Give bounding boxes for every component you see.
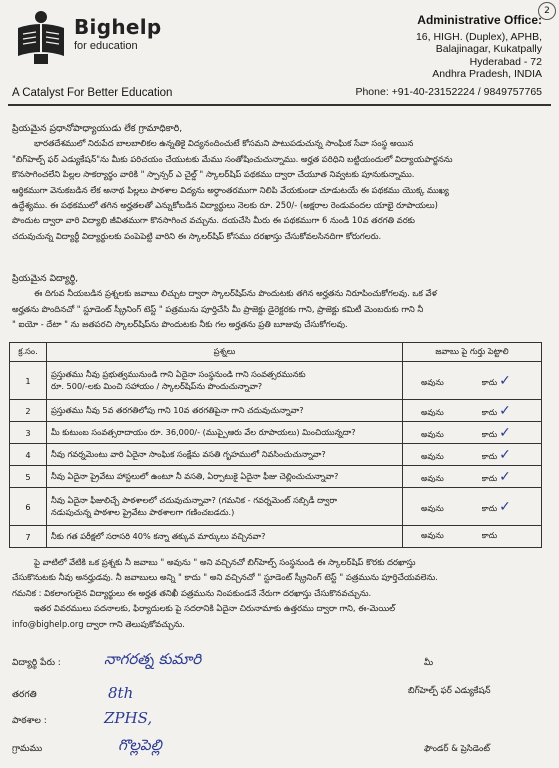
page-number-mark: 2	[538, 2, 556, 20]
table-row	[10, 400, 542, 422]
paragraph-line: ఈ దిగువ నీయబడిన ప్రశ్నలకు జవాబు లిచ్చుట ద్వారా స్కాలర్‌షిప్‌ను పొందుటకు తగిన అర్హతను నిరూపించుకోగలవు. ఒక వేళ	[34, 288, 437, 299]
class-label: తరగతి	[12, 690, 37, 700]
row-number: 2	[10, 400, 47, 422]
paragraph-line: ఆర్థికముగా వెనుకబడిన లేక అనాథ పిల్లలు పాఠశాల విద్యను అర్ధాంతరముగా నిలిపి వేయకుండా చూడుటయే ఈ పథకము యొక్క ముఖ్య	[12, 184, 449, 195]
header-divider	[8, 104, 551, 106]
answer-cell[interactable]	[403, 466, 542, 488]
question-cell	[47, 422, 403, 444]
paragraph-line: పై వాటిలో వేటికి ఒక ప్రశ్నకు నీ జవాబు " అవును " అని వచ్చినచో బిగ్‌హెల్ప్ సంస్థనుండి ఈ స్కాలర్‌షిప్ కొరకు దరఖాస్తు	[34, 557, 416, 567]
paragraph-line: చేసుకొనుటకు నీవు అనర్హుడవు. నీ జవాబులు అన్ని " కాదు " అని వచ్చినచో " స్టూడెంట్ స్క్రీనింగ్ టెస్ట్ " పత్రమును పూర్తిచేయవలెను.	[12, 572, 438, 583]
question-text: ప్రస్తుతము నీవు 5వ తరగతిలోపు గాని 10వ తరగతిపైనా గాని చదువుచున్నావా?	[51, 404, 304, 415]
office-address	[355, 14, 542, 98]
answer-cell[interactable]	[403, 422, 542, 444]
answer-cell[interactable]	[403, 444, 542, 466]
row-number: 3	[10, 422, 47, 444]
question-text: నీవు ఏదైనా ఫీజులిచ్చే పాఠశాలలో చదువుచున్నావా? (గమనిక - గవర్నమెంట్ సబ్సిడీ ద్వారా	[51, 494, 338, 505]
greeting-student: ప్రియమైన విద్యార్థి,	[12, 273, 79, 284]
no-option[interactable]: కాదు	[481, 429, 498, 439]
question-cell	[47, 444, 403, 466]
row-number: 5	[10, 466, 47, 488]
question-text: నీకు గత పరీక్షలో సరాసరి 40% కన్నా తక్కువ మార్కులు వచ్చినవా?	[51, 530, 266, 541]
brand-block	[74, 16, 162, 52]
paragraph-line: గమనిక : వికలాంగులైన విద్యార్థులు ఈ అర్హత తనిఖీ పత్రమును నింపకుండనే నేరుగా దరఖాస్తు చేసుకొనవచ్చును.	[12, 587, 372, 598]
student-name-value: నాగరత్న కుమారి	[104, 650, 202, 668]
email-line: info@bighelp.org ద్వారా గాని తెలుపుకోవచ్చును.	[12, 618, 185, 629]
paragraph-line: "బిగ్‌హెల్ప్ ఫర్ ఎడ్యుకేషన్"ను మీకు పరిచయం చేయుటకు మేము సంతోషించుచున్నాము. అర్హత పరిధిని బట్టియందులో విద్యాయపార్జనను	[12, 153, 453, 164]
student-name-label: విద్యార్థి పేరు :	[12, 658, 61, 668]
paragraph-line: పొందుట ద్వారా వారి విద్యాభి జీవితముగా కొనసాగించ వచ్చును. దయచేసి మీరు ఈ పథకముగా 6 నుండి 10వ తరగతి వరకు	[12, 215, 415, 226]
answer-cell[interactable]	[403, 362, 542, 400]
answer-cell[interactable]	[403, 526, 542, 548]
student-paragraph	[12, 271, 547, 333]
brand-subtitle: for education	[74, 40, 138, 52]
school-value: ZPHS,	[104, 709, 153, 727]
paragraph-line: అర్హతను పొందినచో " స్టూడెంట్ స్క్రీనింగ్ టెస్ట్ " పత్రమును పూర్తిచేసి మీ ప్రాజెక్టు డైరెక్టరకు గాని, ప్రాజెక్టు కమిటీ మెంబరుకు గాని నీ	[12, 303, 424, 314]
checkmark-icon: ✓	[499, 498, 511, 515]
question-text: మీ కుటుంబ సంవత్సరాదాయం రూ. 36,000/- (ముప్పైఆరు వేల రూపాయలు) మించియున్నదా?	[51, 426, 356, 437]
paragraph-line: " ఐయో - దేటా " ను జతపరచి స్కాలర్‌షిప్‌ను పొందుటకు నీకు గల అర్హతను ప్రతి బూజువు చేసుకోగలవు.	[12, 319, 348, 330]
brand-name: Bighelp	[74, 15, 162, 39]
checkmark-icon: ✓	[499, 468, 511, 485]
headmaster-paragraph	[12, 121, 547, 244]
table-row	[10, 444, 542, 466]
no-option[interactable]: కాదు	[481, 531, 498, 540]
table-row	[10, 488, 542, 526]
question-cell	[47, 488, 403, 526]
header-question: ప్రశ్నలు	[47, 343, 403, 362]
row-number: 6	[10, 488, 47, 526]
checkmark-icon: ✓	[499, 424, 511, 441]
address-line: Andhra Pradesh, INDIA	[432, 68, 542, 80]
table-header-row	[10, 343, 542, 362]
yes-option[interactable]: అవును	[421, 531, 444, 540]
paragraph-line: ఉద్దేశ్యము. ఈ పథకములో తగిన అర్హతలతో ఎన్నుకోబడిన విద్యార్థులు నెలకు రూ. 250/- (అక్షరాల రెండువందల యాభై రూపాయలు)	[12, 200, 438, 211]
eligibility-table	[9, 342, 542, 548]
office-phone: Phone: +91-40-23152224 / 9849757765	[355, 85, 542, 98]
table-row	[10, 422, 542, 444]
paragraph-line: భారతదేశములో నిరుపేద బాలబాలికల ఉన్నతికై విద్యనందించుటే కోసమని పాటుపడుచున్న సాంఘిక సేవా సంస్థ అయిన	[34, 138, 414, 149]
question-cell	[47, 400, 403, 422]
row-number: 7	[10, 526, 47, 548]
question-text: రూ. 500/-లకు మించి సహాయం / స్కాలర్‌షిప్‌ను పొందుచున్నావా?	[51, 380, 263, 391]
yes-option[interactable]: అవును	[421, 451, 444, 461]
class-value: 8th	[108, 684, 134, 702]
header-answer: జవాబు పై గుర్తు పెట్టాలి	[403, 343, 542, 362]
question-cell	[47, 526, 403, 548]
yes-option[interactable]: అవును	[421, 429, 444, 439]
village-label: గ్రామము	[12, 744, 43, 754]
row-number: 1	[10, 362, 47, 400]
question-cell	[47, 466, 403, 488]
school-label: పాఠశాల :	[12, 716, 47, 726]
yes-option[interactable]: అవును	[421, 473, 444, 483]
office-title: Administrative Office:	[417, 13, 542, 27]
village-value: గొల్లపెల్లి	[118, 736, 162, 754]
yes-option[interactable]: అవును	[421, 407, 444, 417]
no-option[interactable]: కాదు	[481, 473, 498, 483]
checkmark-icon: ✓	[499, 402, 511, 419]
header-num: క్ర.సం.	[10, 343, 47, 362]
answer-cell[interactable]	[403, 488, 542, 526]
no-option[interactable]: కాదు	[481, 377, 498, 387]
row-number: 4	[10, 444, 47, 466]
yes-option[interactable]: అవును	[421, 503, 444, 513]
question-text: నడుపుచున్న పాఠశాల ప్రైవేటు పాఠశాలగా గణించబడదు.)	[51, 506, 235, 517]
founder-title: ఫౌండర్ & ప్రెసిడెంట్	[424, 744, 490, 754]
table-row	[10, 362, 542, 400]
no-option[interactable]: కాదు	[481, 451, 498, 461]
address-line: Balajinagar, Kukatpally	[435, 43, 542, 55]
paragraph-line: చదువుచున్న విద్యార్థీ విద్యార్థులకు పంపెపెట్టి వారిని ఈ స్కాలర్‌షిప్ కోసము దరఖాస్తు చేసుకోవలసినదిగా కోరుగలరు.	[12, 230, 382, 241]
question-text: నీవు ఏదైనా ప్రైవేటు హాస్టలులో ఉంటూ నీ వసతి, ఏర్పాటుకై ఏదైనా ఫీజు చెల్లించుచున్నావా?	[51, 470, 339, 481]
paragraph-line: ఇతర వివరములు పదనాలకు, ఫిర్యాదులకు పై సదరానికి ఏదైనా చిరునామాకు ఉత్తరము ద్వారా గాని, ఈ-మెయిల్	[34, 603, 396, 614]
paragraph-line: కొనసాగించలేని పిల్లల సాకర్యార్థం వారికి " స్పాన్సర్ ఎ చైల్డ్ " స్కాలర్‌షిప్ పథకము ద్వారా చేయూత నివ్వటకు పూనుకున్నాము.	[12, 169, 415, 180]
answer-cell[interactable]	[403, 400, 542, 422]
table-row	[10, 526, 542, 548]
checkmark-icon: ✓	[499, 372, 511, 389]
yes-option[interactable]: అవును	[421, 377, 444, 387]
yours-label: మీ	[424, 658, 434, 668]
bighelp-logo-icon	[14, 8, 68, 66]
address-line: Hyderabad - 72	[469, 55, 542, 68]
checkmark-icon: ✓	[499, 446, 511, 463]
tagline: A Catalyst For Better Education	[12, 87, 173, 99]
address-line: 16, HIGH. (Duplex), APHB,	[415, 30, 542, 43]
table-row	[10, 466, 542, 488]
question-cell	[47, 362, 403, 400]
instructions-paragraph	[12, 555, 547, 632]
question-text: నీవు గవర్నమెంటు వారి ఏదైనా సాంఘిక సంక్షేమ వసతి గృహములో నివసించుచున్నావా?	[51, 448, 326, 459]
question-text: ప్రస్తుతము నీవు ప్రభుత్వమునుండి గాని ఏదైనా సంస్థనుండి గాని సంవత్సరమునకు	[51, 368, 306, 379]
greeting-headmaster: ప్రియమైన ప్రధానోపాధ్యాయుడు లేక గ్రామాధికారి,	[12, 123, 183, 134]
no-option[interactable]: కాదు	[481, 407, 498, 417]
org-signature: బిగ్‌హెల్ప్ ఫర్ ఎడ్యుకేషన్	[408, 686, 491, 696]
no-option[interactable]: కాదు	[481, 503, 498, 513]
